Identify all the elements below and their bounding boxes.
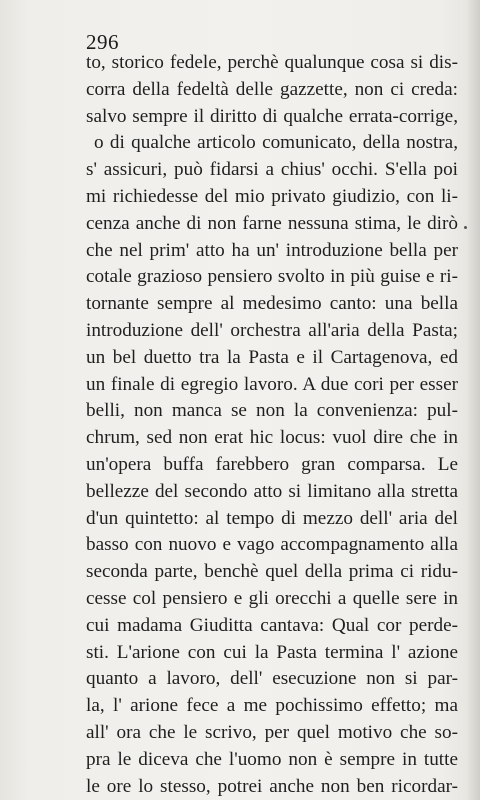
text-line: la, l' arione fece a me pochissimo effetto; ma (86, 695, 458, 717)
text-line: cesse col pensiero e gli orecchi a quelle sere in (86, 587, 458, 609)
text-line: tornante sempre al medesimo canto: una bella (86, 293, 458, 315)
text-line: chrum, sed non erat hic locus: vuol dire che in (86, 427, 458, 449)
text-line: un'opera buffa farebbero gran comparsa. Le (86, 453, 458, 475)
ink-speck (464, 226, 467, 229)
page-edge-shadow (466, 0, 480, 800)
text-line: s' assicuri, può fidarsi a chius' occhi. S'ella poi (86, 159, 458, 181)
text-line: o di qualche articolo comunicato, della nostra, (94, 132, 458, 154)
text-line: corra della fedeltà delle gazzette, non ci creda: (86, 78, 458, 100)
text-line: d'un quintetto: al tempo di mezzo dell' aria del (86, 507, 458, 529)
text-line: basso con nuovo e vago accompagnamento alla (86, 534, 458, 556)
text-line: un bel duetto tra la Pasta e il Cartagenova, ed (86, 346, 458, 368)
text-line: seconda parte, benchè quel della prima ci ridu- (86, 561, 458, 583)
body-text (86, 50, 458, 800)
page-number: 296 (86, 30, 119, 54)
text-line: cenza anche di non farne nessuna stima, le dirò (86, 212, 458, 234)
text-line: bellezze del secondo atto si limitano alla stretta (86, 480, 458, 502)
text-line: un finale di egregio lavoro. A due cori per esser (86, 373, 458, 395)
text-line: le ore lo stesso, potrei anche non ben ricordar- (86, 775, 458, 797)
text-line: mi richiedesse del mio privato giudizio, con li- (86, 185, 458, 207)
text-line: introduzione dell' orchestra all'aria della Pasta; (86, 319, 458, 341)
text-line: quanto a lavoro, dell' esecuzione non si par- (86, 668, 458, 690)
text-line: to, storico fedele, perchè qualunque cosa si dis- (86, 52, 458, 73)
text-line: salvo sempre il diritto di qualche errata-corrige, (86, 105, 458, 127)
text-line: che nel prim' atto ha un' introduzione bella per (86, 239, 458, 261)
text-line: cotale grazioso pensiero svolto in più guise e ri- (86, 266, 458, 288)
text-line: sti. L'arione con cui la Pasta termina l' azione (86, 641, 458, 663)
text-line: cui madama Giuditta cantava: Qual cor perde- (86, 614, 458, 636)
text-line: pra le diceva che l'uomo non è sempre in tutte (86, 748, 458, 770)
text-line: all' ora che le scrivo, per quel motivo che so- (86, 721, 458, 743)
text-line: belli, non manca se non la convenienza: pul- (86, 400, 458, 422)
